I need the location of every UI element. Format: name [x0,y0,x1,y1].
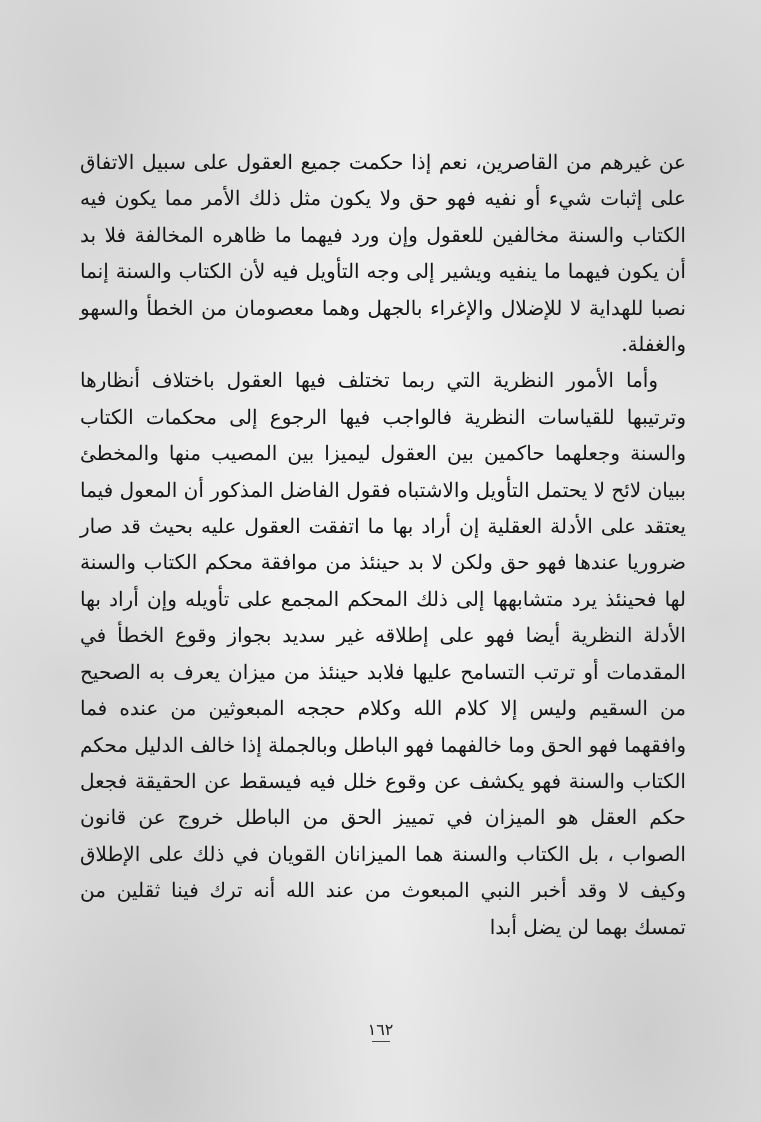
paragraph-1: عن غيرهم من القاصرين، نعم إذا حكمت جميع العقول على سبيل الاتفاق على إثبات شيء أو نفيه فهو حق ولا يكون مثل ذلك الأمر مما يكون فيه الكتاب والسنة مخالفين للعقول وإن ورد فيهما ما ظاهره المخالفة فلا بد أن يكون فيهما ما ينفيه ويشير إلى وجه التأويل فيه لأن الكتاب والسنة إنما نصبا للهداية لا للإضلال والإغراء بالجهل وهما معصومان من الخطأ والسهو والغفلة. [80,150,686,357]
page-number: ١٦٢ [0,1020,761,1042]
paragraph-2: وأما الأمور النظرية التي ربما تختلف فيها العقول باختلاف أنظارها وترتيبها للقياسات النظرية فالواجب فيها الرجوع إلى محكمات الكتاب والسنة وجعلهما حاكمين بين العقول ليميزا بين المصيب منها والمخطئ ببيان لائح لا يحتمل التأويل والاشتباه فقول الفاضل المذكور أن المعول فيما يعتقد على الأدلة العقلية إن أراد بها ما اتفقت العقول عليه بحيث قد صار ضروريا عندها فهو حق ولكن لا بد حينئذ من موافقة محكم الكتاب والسنة لها فحينئذ يرد متشابهها إلى ذلك المحكم المجمع على تأويله وإن أراد بها الأدلة النظرية أيضا فهو على إطلاقه غير سديد بجواز وقوع الخطأ في المقدمات أو ترتب التسامح عليها فلابد حينئذ من ميزان يعرف به الصحيح من السقيم وليس إلا كلام الله وكلام حججه المبعوثين من عنده فما وافقهما فهو الحق وما خالفهما فهو الباطل وبالجملة إذا خالف الدليل محكم الكتاب والسنة فهو يكشف عن وقوع خلل فيه فيسقط عن الحقيقة فجعل حكم العقل هو الميزان في تمييز الحق من الباطل خروج عن قانون الصواب ، بل الكتاب والسنة هما الميزانان القويان في ذلك على الإطلاق وكيف لا وقد أخبر النبي المبعوث من عند الله أنه ترك فينا ثقلين من تمسك بهما لن يضل أبدا [79,368,686,939]
body-text [80,144,686,945]
